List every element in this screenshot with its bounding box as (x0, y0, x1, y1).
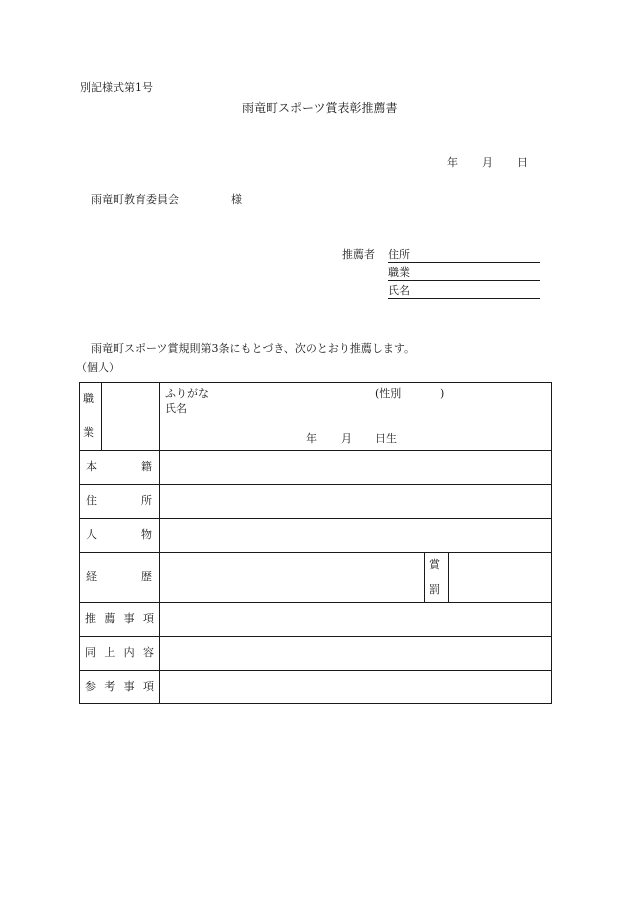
recommender-occupation-label: 職業 (388, 266, 410, 279)
table-keireki-value[interactable] (160, 553, 423, 601)
gender-open: (性別 (375, 387, 402, 400)
table-sanko-value[interactable] (160, 671, 551, 703)
label-char: 同 (85, 646, 96, 659)
furigana-label: ふりがな (165, 387, 209, 400)
label-char: 項 (142, 680, 154, 693)
table-honseki-value[interactable] (160, 451, 551, 483)
label-char: 考 (104, 680, 116, 693)
table-jusho-value[interactable] (160, 485, 551, 517)
form-number: 別記様式第1号 (80, 81, 153, 94)
recommender-address-label: 住所 (388, 248, 410, 261)
label-char: 参 (85, 680, 96, 693)
shobatsu-char: 罰 (429, 583, 440, 596)
table-sanko-label (85, 680, 154, 694)
table-occupation-value[interactable] (102, 383, 158, 449)
label-char: 所 (141, 494, 152, 507)
label-char: 事 (123, 680, 135, 693)
table-name-value[interactable] (160, 383, 551, 449)
label-char: 容 (142, 646, 154, 659)
label-char: 住 (86, 494, 97, 507)
recommender-address-field[interactable] (388, 248, 540, 263)
birth-month-label: 月 (341, 432, 352, 445)
table-col-divider (424, 552, 425, 602)
recommender-name-field[interactable] (388, 284, 540, 299)
date-day-label: 日 (517, 156, 528, 169)
date-month-label: 月 (482, 156, 493, 169)
table-shobatsu-value[interactable] (449, 553, 551, 601)
label-char: 本 (86, 460, 97, 473)
label-char: 推 (85, 612, 96, 625)
label-char: 籍 (141, 460, 152, 473)
label-char: 事 (123, 612, 135, 625)
table-honseki-label (86, 460, 152, 474)
birth-year-label: 年 (306, 432, 317, 445)
table-occupation-char: 職 (83, 392, 94, 405)
table-suisen-label (85, 612, 154, 626)
table-jusho-label (86, 494, 152, 508)
document-title: 雨竜町スポーツ賞表彰推薦書 (242, 101, 398, 115)
table-suisen-value[interactable] (160, 603, 551, 635)
birth-day-label: 日生 (375, 432, 397, 445)
category-label: （個人） (76, 361, 120, 374)
label-char: 人 (86, 528, 97, 541)
gender-close: ) (440, 387, 445, 400)
date-year-label: 年 (447, 156, 458, 169)
intro-text: 雨竜町スポーツ賞規則第3条にもとづき、次のとおり推薦します。 (91, 342, 416, 355)
label-char: 歴 (141, 570, 152, 583)
label-char: 薦 (104, 612, 116, 625)
table-jinbutsu-value[interactable] (160, 519, 551, 551)
addressee-name: 雨竜町教育委員会 (91, 193, 179, 206)
label-char: 内 (123, 646, 135, 659)
recommender-label: 推薦者 (342, 248, 375, 261)
shobatsu-char: 賞 (429, 558, 440, 571)
label-char: 項 (142, 612, 154, 625)
recommender-name-label: 氏名 (388, 284, 410, 297)
table-jinbutsu-label (86, 528, 152, 542)
label-char: 物 (141, 528, 152, 541)
addressee-honorific: 様 (231, 193, 242, 206)
label-char: 経 (86, 570, 97, 583)
name-label: 氏名 (165, 402, 187, 415)
label-char: 上 (104, 646, 116, 659)
table-keireki-label (86, 570, 152, 584)
table-dojo-value[interactable] (160, 637, 551, 669)
recommender-occupation-field[interactable] (388, 266, 540, 281)
table-dojo-label (85, 646, 154, 660)
table-occupation-char: 業 (83, 426, 94, 439)
